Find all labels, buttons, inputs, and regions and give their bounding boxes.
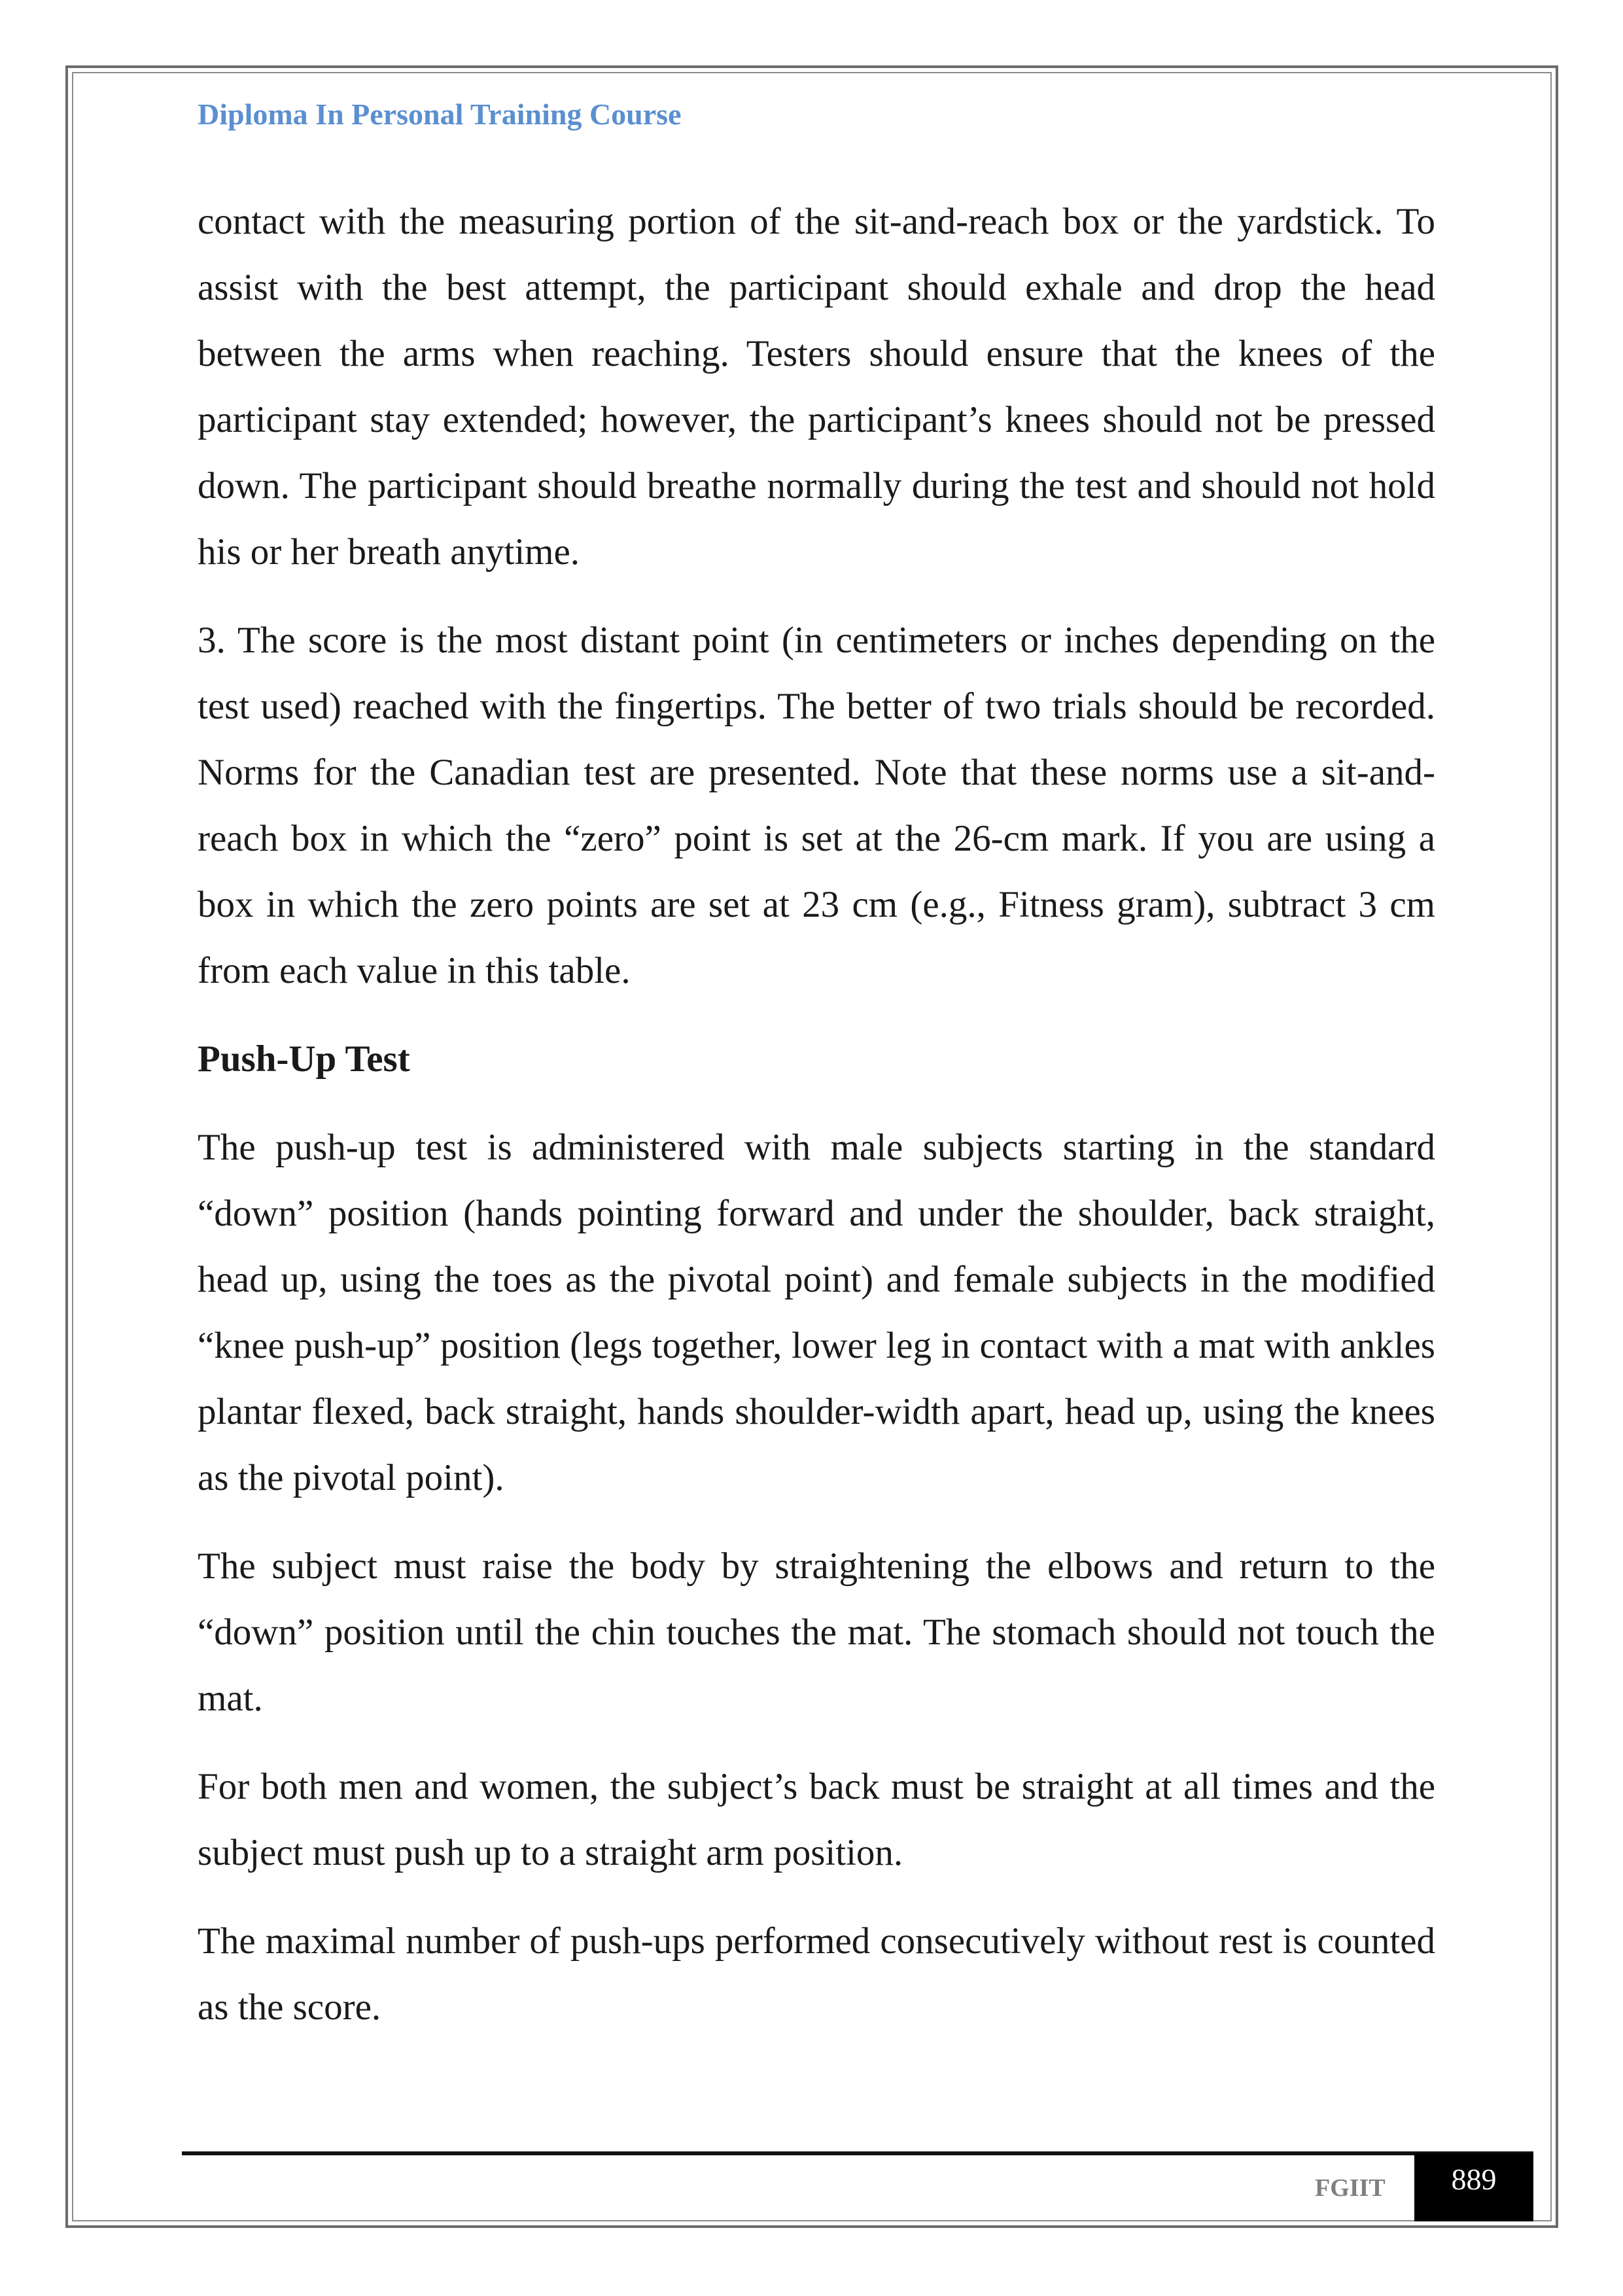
paragraph-3: The push-up test is administered with male subjects starting in the standard “down” position (hands pointing forward and under the shoulder, back straight, head up, using the toes as the pivotal point) and female subjects in the modified “knee push-up” position (legs together, lower leg in contact with a mat with ankles plantar flexed, back straight, hands shoulder-width apart, head up, using the knees as the pivotal point). [198,1127,1435,1498]
section-heading: Push-Up Test [198,1038,410,1080]
paragraph-6: The maximal number of push-ups performed consecutively without rest is counted as the score. [198,1920,1435,2028]
paragraph-5: For both men and women, the subject’s back must be straight at all times and the subject must push up to a straight arm position. [198,1766,1435,1873]
page-body [198,188,1435,2062]
paragraph-2: 3. The score is the most distant point (in centimeters or inches depending on the test used) reached with the fingertips. The better of two trials should be recorded. Norms for the Canadian test are presented. Note that these norms use a sit-and-reach box in which the “zero” point is set at the 26-cm mark. If you are using a box in which the zero points are set at 23 cm (e.g., Fitness gram), subtract 3 cm from each value in this table. [198,620,1435,991]
page-number: 889 [1414,2153,1533,2221]
footer-org: FGIIT [1315,2174,1386,2202]
paragraph-1: contact with the measuring portion of the sit-and-reach box or the yardstick. To assist with the best attempt, the participant should exhale and drop the head between the arms when reaching. Testers should ensure that the knees of the participant stay extended; however, the participant’s knees should not be pressed down. The participant should breathe normally during the test and should not hold his or her breath anytime. [198,201,1435,573]
paragraph-4: The subject must raise the body by straightening the elbows and return to the “down” position until the chin touches the mat. The stomach should not touch the mat. [198,1545,1435,1719]
footer-rule [182,2151,1533,2155]
running-header: Diploma In Personal Training Course [198,97,682,131]
